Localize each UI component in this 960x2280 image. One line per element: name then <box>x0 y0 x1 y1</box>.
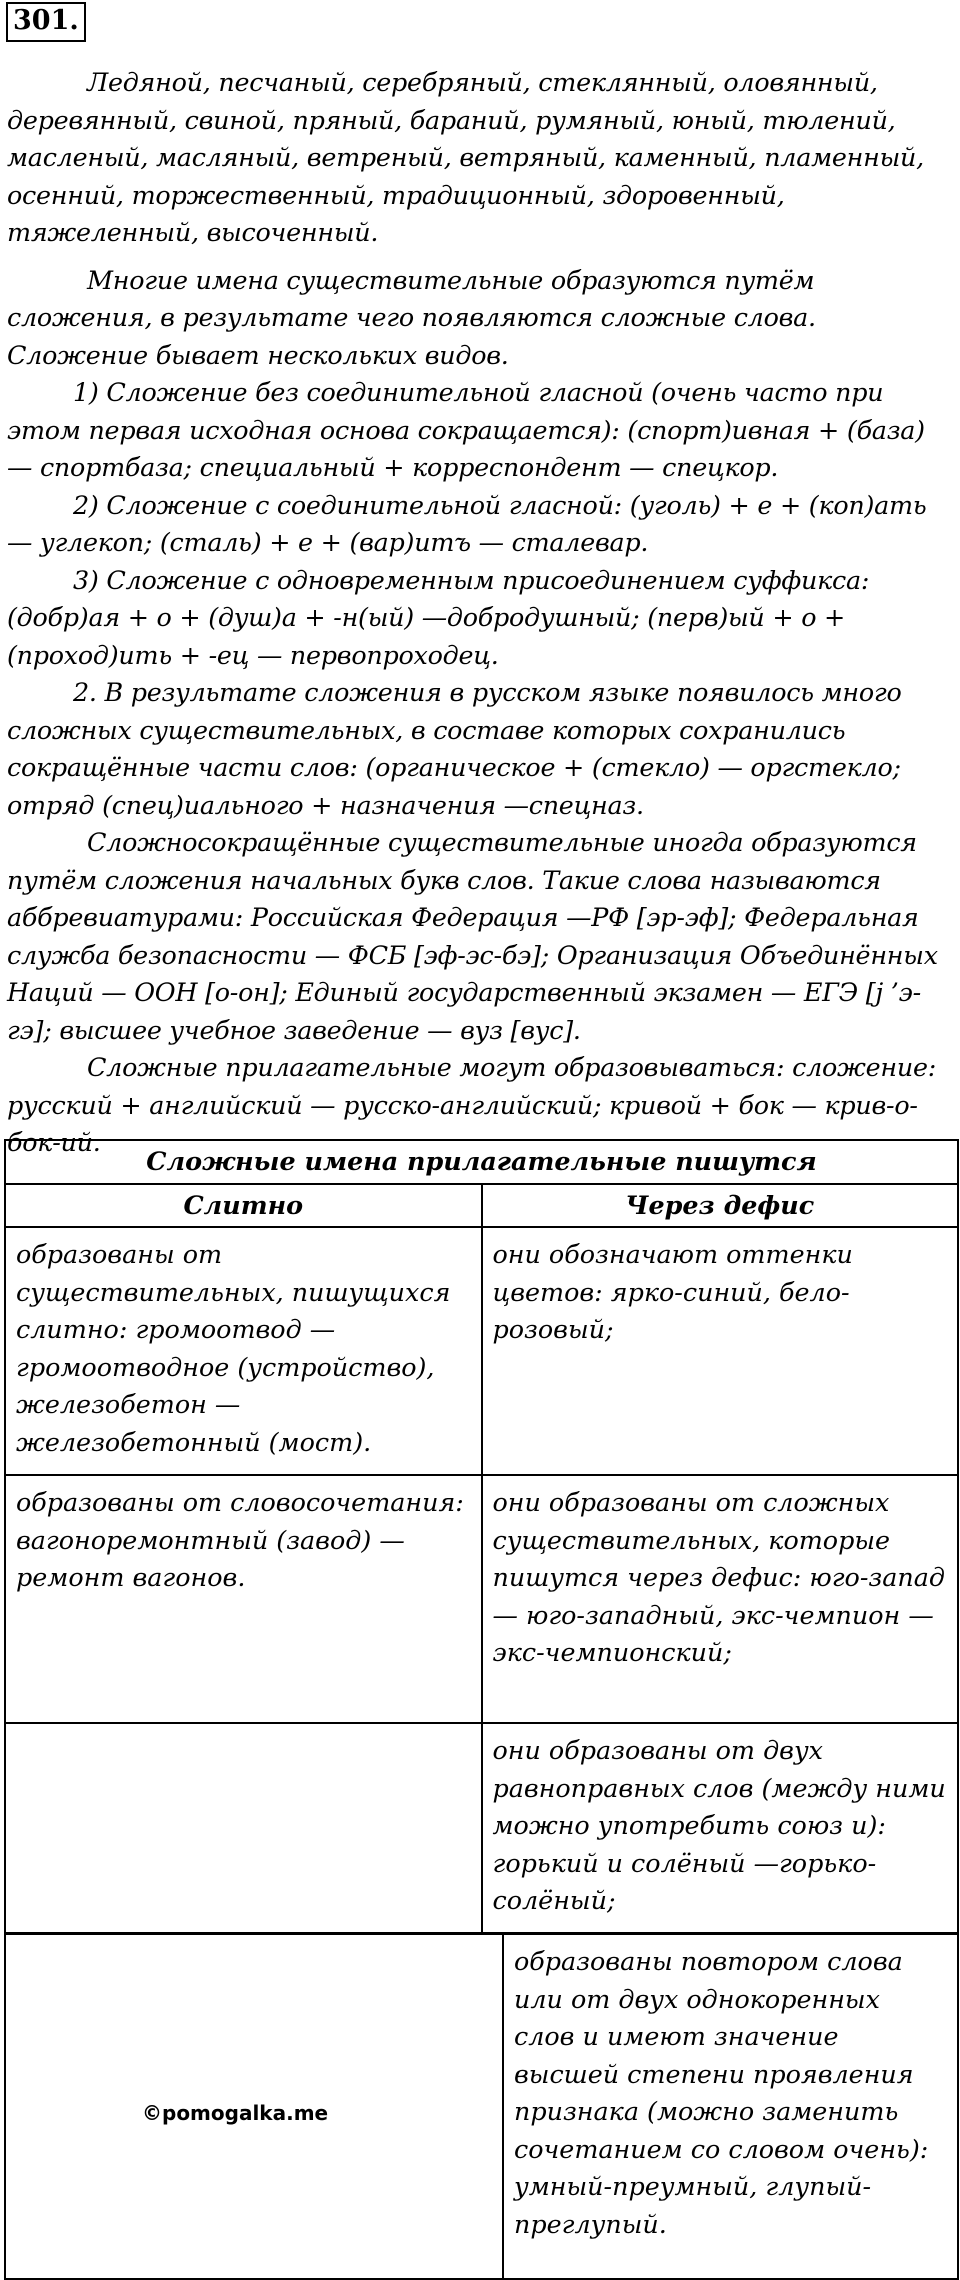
table-title: Сложные имена прилагательные пишутся <box>5 1140 958 1184</box>
spelling-table-continued <box>4 1933 959 2280</box>
table-cell-hyphen: они образованы от двух равноправных слов (между ними можно употребить союз и): горький и солёный —горько-солёный; <box>482 1723 959 1933</box>
table-cell-solid: образованы от словосочетания: вагоноремонтный (завод) — ремонт вагонов. <box>5 1475 482 1723</box>
paragraph-type-1: 1) Сложение без соединительной гласной (очень часто при этом первая исходная основа сокращается): (спорт)ивная + (база) — спортбаза; специальный + корреспондент — спецкор. <box>7 377 925 482</box>
column-header-solid: Слитно <box>5 1184 482 1228</box>
paragraph-adjectives-list: Ледяной, песчаный, серебряный, стеклянный, оловянный, деревянный, свиной, пряный, бараний, румяный, юный, тюлений, масленый, масляный, ветреный, ветряный, каменный, пламенный, осенний, торжественный, традиционный, здоровенный, тяжеленный, высоченный. <box>7 67 924 247</box>
table-cell-hyphen: образованы повтором слова или от двух однокоренных слов и имеют значение высшей степени проявления признака (можно заменить сочетанием со словом очень): умный-преумный, глупый-преглупый. <box>503 1934 958 2279</box>
table-cell-solid: образованы от существительных, пишущихся слитно: громоотвод — громоотводное (устройство), железобетон — железобетонный (мост). <box>5 1227 482 1475</box>
paragraph-abbreviations: Сложносокращённые существительные иногда образуются путём сложения начальных букв слов. Такие слова называются аббревиатурами: Российская Федерация —РФ [эр-эф]; Федеральная служба безопасности — ФСБ [эф-эс-бэ]; Организация Объединённых Наций — ООН [о-он]; Единый государственный экзамен — ЕГЭ [j ’э-гэ]; высшее учебное заведение — вуз [вус]. <box>7 827 938 1045</box>
table-cell-solid <box>5 1934 503 2279</box>
paragraph-type-3: 3) Сложение с одновременным присоединением суффикса: (добр)ая + о + (душ)а + -н(ый) —добродушный; (перв)ый + о + (проход)ить + -ец — первопроходец. <box>7 564 870 670</box>
paragraph-type-2: 2) Сложение с соединительной гласной: (уголь) + е + (коп)ать — углекоп; (сталь) + е + (вар)итъ — сталевар. <box>7 489 927 557</box>
watermark: ©pomogalka.me <box>142 2101 329 2125</box>
spelling-table <box>4 1139 959 1934</box>
table-cell-solid <box>5 1723 482 1933</box>
table-row <box>5 1934 958 2279</box>
table-row <box>5 1227 958 1475</box>
paragraph-compound-adjectives: Сложные прилагательные могут образовываться: сложение: русский + английский — русско-английский; кривой + бок — крив-о-бок-ий. <box>7 1052 937 1157</box>
table-cell-hyphen: они образованы от сложных существительных, которые пишутся через дефис: юго-запад — юго-западный, экс-чемпион — экс-чемпионский; <box>482 1475 959 1723</box>
table-row <box>5 1723 958 1933</box>
table-cell-hyphen: они обозначают оттенки цветов: ярко-синий, бело-розовый; <box>482 1227 959 1475</box>
exercise-number: 301. <box>6 2 86 42</box>
paragraph-abbreviated-parts: 2. В результате сложения в русском языке появилось много сложных существительных, в составе которых сохранились сокращённые части слов: (органическое + (стекло) — оргстекло; отряд (спец)иального + назначения —спецназ. <box>7 677 902 820</box>
column-header-hyphen: Через дефис <box>482 1184 959 1228</box>
paragraph-compound-intro: Многие имена существительные образуются путём сложения, в результате чего появляются сложные слова. Сложение бывает нескольких видов. <box>7 264 816 370</box>
exercise-text <box>7 64 957 1162</box>
table-row <box>5 1475 958 1723</box>
